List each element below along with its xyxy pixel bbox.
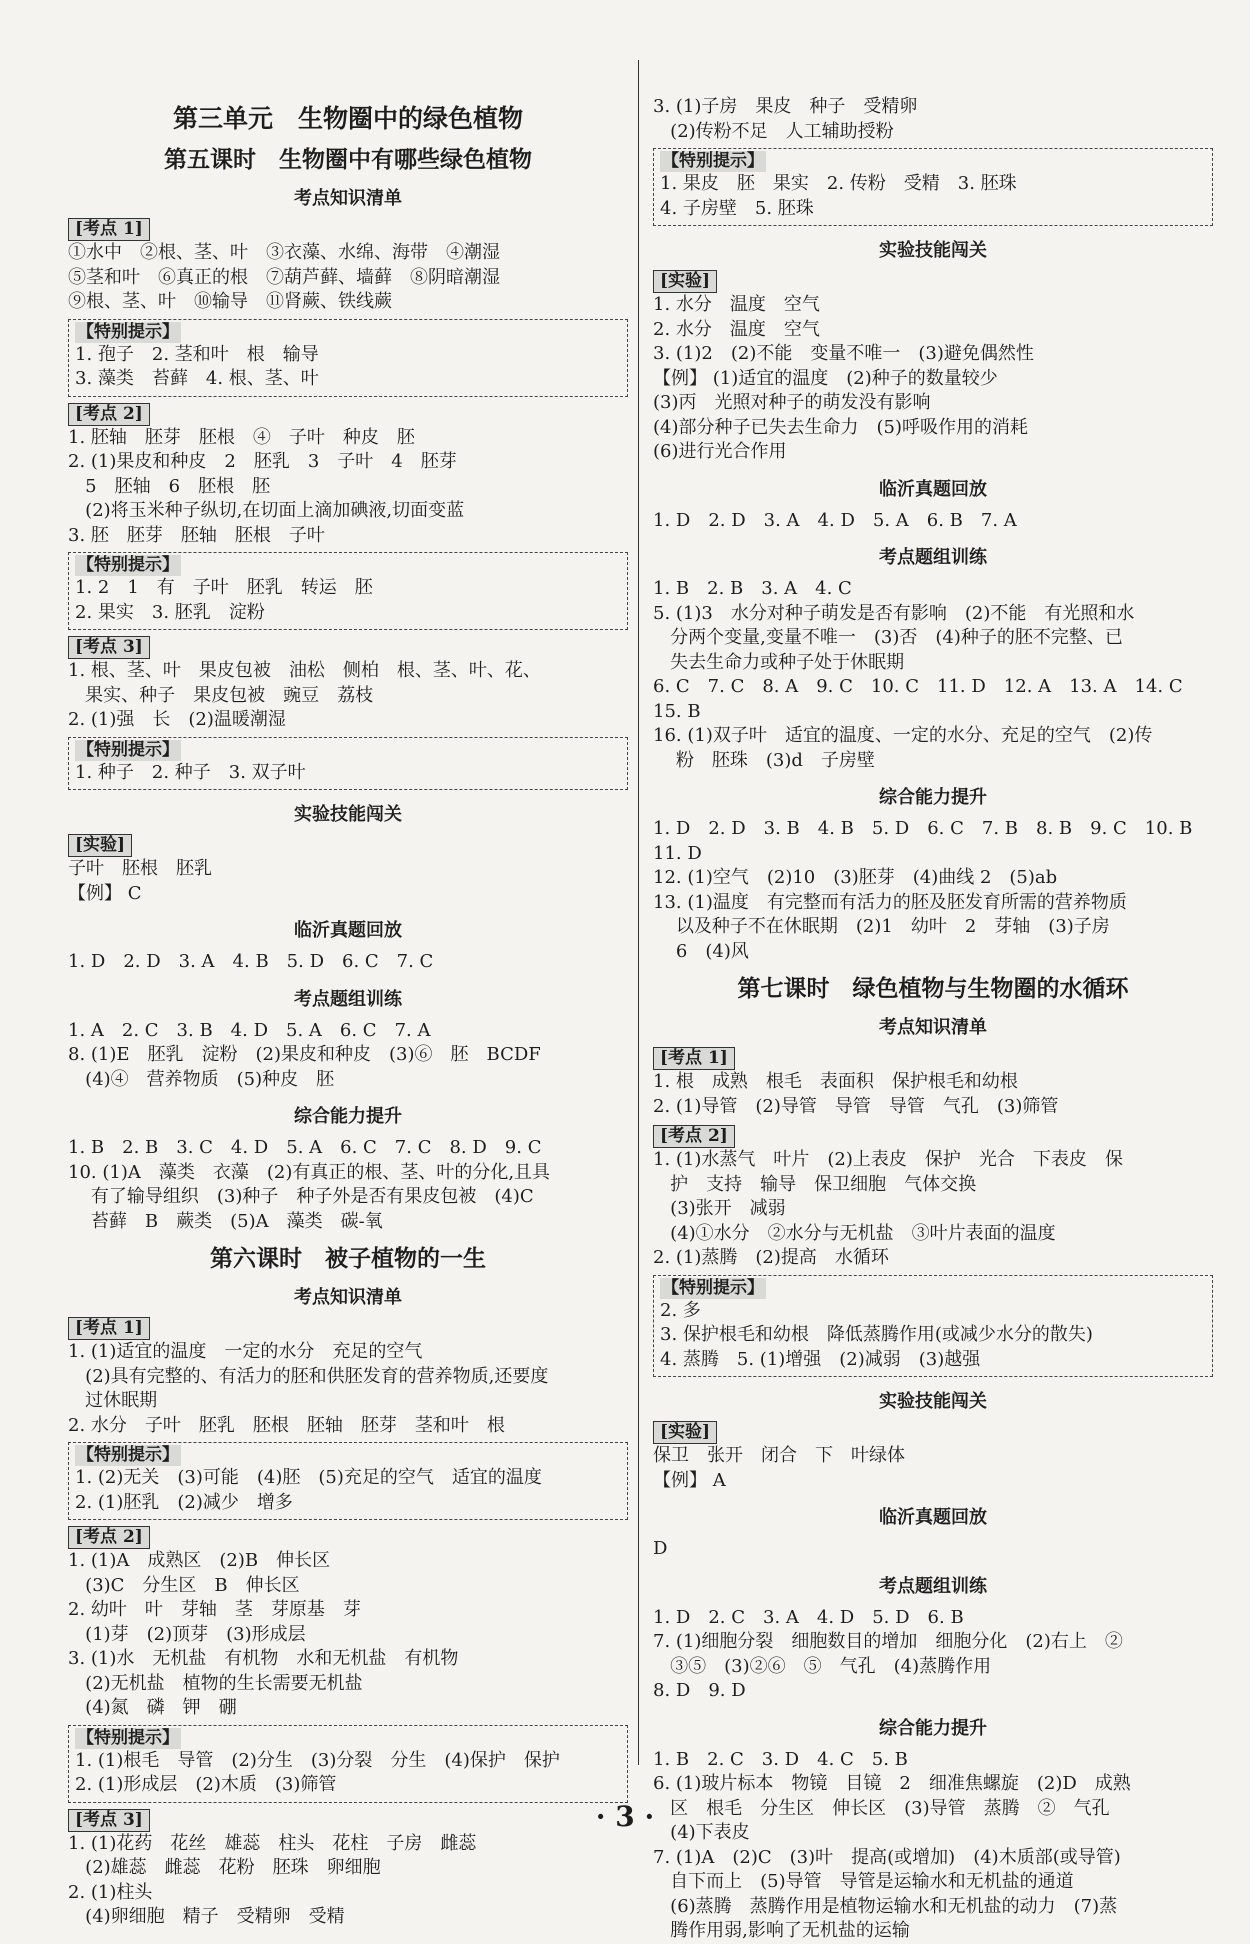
l5-train-lines (68, 1019, 628, 1093)
answer-line: 3. (1)2 (2)不能 变量不唯一 (3)避免偶然性 (653, 343, 1034, 364)
answer-line: 1. (1)根毛 导管 (2)分生 (3)分裂 分生 (4)保护 保护 (75, 1749, 560, 1771)
tip-tag: 【特别提示】 (77, 321, 179, 342)
l6-k3-lines (68, 1832, 628, 1930)
section-heading: 实验技能闯关 (879, 240, 987, 261)
answer-line: 有了输导组织 (3)种子 种子外是否有果皮包被 (4)C (68, 1186, 534, 1207)
section-heading: 综合能力提升 (879, 1717, 987, 1739)
answer-line: ⑤茎和叶 ⑥真正的根 ⑦葫芦藓、墙藓 ⑧阴暗潮湿 (68, 266, 500, 288)
l5-tip1-lines (75, 343, 621, 392)
lesson6-title: 第六课时 被子植物的一生 (210, 1245, 486, 1272)
answer-line: (4)①水分 ②水分与无机盐 ③叶片表面的温度 (653, 1222, 1056, 1244)
answer-line: (2)无机盐 植物的生长需要无机盐 (68, 1672, 363, 1694)
answer-line: 16. (1)双子叶 适宜的温度、一定的水分、充足的空气 (2)传 (653, 725, 1153, 746)
answer-line: 1. D 2. D 3. B 4. B 5. D 6. C 7. B 8. B 9. C 10. B (653, 818, 1193, 839)
answer-line: 8. D 9. D (653, 1680, 746, 1701)
right-column (653, 95, 1213, 1944)
answer-line: 1. A 2. C 3. B 4. D 5. A 6. C 7. A (68, 1019, 431, 1041)
answer-line: 分两个变量,变量不唯一 (3)否 (4)种子的胚不完整、已 (653, 627, 1123, 648)
l7-k2-lines (653, 1148, 1213, 1271)
answer-line: 【例】 C (68, 882, 142, 904)
answer-line: 2. 幼叶 叶 芽轴 茎 芽原基 芽 (68, 1599, 361, 1620)
answer-line: 粉 胚珠 (3)d 子房壁 (653, 749, 875, 771)
answer-line: 2. (1)果皮和种皮 2 胚乳 3 子叶 4 胚芽 (68, 451, 457, 472)
l5-tip3-lines (75, 761, 621, 786)
answer-line: 6. C 7. C 8. A 9. C 10. C 11. D 12. A 13. A 14. C (653, 676, 1183, 697)
section-heading: 考点题组训练 (879, 1575, 987, 1597)
answer-line: (3)C 分生区 B 伸长区 (68, 1574, 300, 1596)
tip-box (68, 1725, 628, 1803)
answer-line: 子叶 胚根 胚乳 (68, 858, 212, 879)
answer-line: 区 根毛 分生区 伸长区 (3)导管 蒸腾 ② 气孔 (653, 1797, 1110, 1819)
section-tag: [考点 1] (68, 218, 150, 241)
answer-line: (3)张开 减弱 (653, 1198, 786, 1219)
answer-line: (2)具有完整的、有活力的胚和供胚发育的营养物质,还要度 (68, 1365, 549, 1387)
tip-tag: 【特别提示】 (77, 739, 179, 760)
answer-line: 1. 孢子 2. 茎和叶 根 输导 (75, 343, 319, 365)
answer-line: 自下而上 (5)导管 导管是运输水和无机盐的通道 (653, 1871, 1074, 1892)
answer-line: D (653, 1538, 668, 1559)
section-heading: 临沂真题回放 (294, 920, 402, 941)
answer-line: ③⑤ (3)②⑥ ⑤ 气孔 (4)蒸腾作用 (653, 1655, 992, 1677)
l6-tip1-lines (75, 1466, 621, 1515)
section-tag: [考点 1] (653, 1047, 735, 1070)
answer-line: 13. (1)温度 有完整而有活力的胚及胚发育所需的营养物质 (653, 891, 1127, 913)
tip-box (653, 1275, 1213, 1378)
l5-exp-lines (68, 857, 628, 906)
answer-line: 1. (1)花药 花丝 雄蕊 柱头 花柱 子房 雌蕊 (68, 1832, 477, 1854)
answer-line: 2. 水分 子叶 胚乳 胚根 胚轴 胚芽 茎和叶 根 (68, 1414, 505, 1436)
l6-k2-lines (68, 1549, 628, 1721)
answer-line: 1. 根、茎、叶 果皮包被 油松 侧柏 根、茎、叶、花、 (68, 660, 541, 681)
l7-train-lines (653, 1606, 1213, 1704)
answer-line: 4. 蒸腾 5. (1)增强 (2)减弱 (3)越强 (660, 1348, 981, 1370)
section-tag: [考点 2] (68, 1526, 150, 1549)
tip-tag: 【特别提示】 (77, 1445, 179, 1465)
answer-line: 失去生命力或种子处于休眠期 (653, 651, 905, 673)
answer-line: 2. (1)强 长 (2)温暖潮湿 (68, 709, 286, 730)
answer-line: 1. D 2. C 3. A 4. D 5. D 6. B (653, 1606, 964, 1628)
section-heading: 考点知识清单 (294, 188, 402, 209)
answer-line: 2. 水分 温度 空气 (653, 318, 820, 340)
r-real-lines (653, 509, 1213, 534)
section-heading: 临沂真题回放 (879, 1507, 987, 1528)
answer-line: (2)将玉米种子纵切,在切面上滴加碘液,切面变蓝 (68, 500, 465, 521)
answer-line: 1. (1)适宜的温度 一定的水分 充足的空气 (68, 1341, 423, 1362)
tip-tag: 【特别提示】 (77, 555, 179, 575)
tip-tag: 【特别提示】 (662, 151, 764, 171)
answer-line: 1. 果皮 胚 果实 2. 传粉 受精 3. 胚珠 (660, 173, 1017, 194)
answer-line: ①水中 ②根、茎、叶 ③衣藻、水绵、海带 ④潮湿 (68, 242, 500, 263)
section-tag: [考点 2] (653, 1125, 735, 1148)
left-column (68, 95, 628, 1930)
answer-line: 【例】 (1)适宜的温度 (2)种子的数量较少 (653, 367, 998, 389)
answer-line: (4)卵细胞 精子 受精卵 受精 (68, 1906, 345, 1927)
l5-real-lines (68, 950, 628, 975)
answer-line: 1. 水分 温度 空气 (653, 294, 820, 315)
answer-line: 2. (1)柱头 (68, 1881, 153, 1903)
l5-comp-lines (68, 1136, 628, 1234)
section-tag: [实验] (653, 270, 717, 293)
section-heading: 考点题组训练 (294, 988, 402, 1010)
l5-k1-lines (68, 241, 628, 315)
section-tag: [实验] (68, 834, 132, 857)
section-heading: 临沂真题回放 (879, 478, 987, 500)
answer-line: 保卫 张开 闭合 下 叶绿体 (653, 1445, 905, 1466)
section-heading: 考点知识清单 (879, 1017, 987, 1038)
answer-line: 苔藓 B 蕨类 (5)A 藻类 碳-氧 (68, 1210, 383, 1232)
l6-tip2-lines (75, 1749, 621, 1798)
answer-line: 【例】 A (653, 1469, 726, 1491)
answer-line: 护 支持 输导 保卫细胞 气体交换 (653, 1173, 977, 1195)
answer-line: (4)下表皮 (653, 1822, 750, 1843)
answer-line: 2. (1)胚乳 (2)减少 增多 (75, 1491, 293, 1513)
answer-line: ⑨根、茎、叶 ⑩输导 ⑪肾蕨、铁线蕨 (68, 291, 392, 312)
section-tag: [考点 2] (68, 403, 150, 426)
answer-line: (4)部分种子已失去生命力 (5)呼吸作用的消耗 (653, 416, 1028, 438)
answer-line: 1. B 2. C 3. D 4. C 5. B (653, 1748, 908, 1770)
lesson5-title: 第五课时 生物圈中有哪些绿色植物 (164, 146, 532, 173)
answer-line: 12. (1)空气 (2)10 (3)胚芽 (4)曲线 2 (5)ab (653, 867, 1058, 888)
tip-box (68, 319, 628, 397)
answer-line: 6. (1)玻片标本 物镜 目镜 2 细准焦螺旋 (2)D 成熟 (653, 1773, 1131, 1794)
answer-line: 5. (1)3 水分对种子萌发是否有影响 (2)不能 有光照和水 (653, 602, 1135, 624)
answer-line: 1. (1)A 成熟区 (2)B 伸长区 (68, 1550, 331, 1571)
tip-tag: 【特别提示】 (77, 1727, 179, 1748)
unit-title: 第三单元 生物圈中的绿色植物 (172, 104, 523, 133)
answer-line: (4)氮 磷 钾 硼 (68, 1697, 237, 1718)
answer-line: (6)进行光合作用 (653, 441, 787, 462)
answer-line: 1. 根 成熟 根毛 表面积 保护根毛和幼根 (653, 1071, 1018, 1092)
answer-line: 2. (1)导管 (2)导管 导管 导管 气孔 (3)筛管 (653, 1095, 1059, 1117)
answer-line: (4)④ 营养物质 (5)种皮 胚 (68, 1068, 335, 1090)
lesson7-title: 第七课时 绿色植物与生物圈的水循环 (737, 975, 1129, 1002)
answer-line: 3. 胚 胚芽 胚轴 胚根 子叶 (68, 524, 325, 546)
l5-tip2-lines (75, 576, 621, 625)
answer-line: 4. 子房壁 5. 胚珠 (660, 197, 814, 219)
section-heading: 考点知识清单 (294, 1287, 402, 1308)
r-train-lines (653, 577, 1213, 773)
answer-line: 3. (1)水 无机盐 有机物 水和无机盐 有机物 (68, 1648, 459, 1669)
l6-k1-lines (68, 1340, 628, 1438)
answer-line: 1. B 2. B 3. A 4. C (653, 578, 852, 599)
answer-line: 3. 保护根毛和幼根 降低蒸腾作用(或减少水分的散失) (660, 1324, 1093, 1345)
answer-line: 3. (1)子房 果皮 种子 受精卵 (653, 96, 918, 117)
tip-box (68, 1442, 628, 1520)
answer-line: 1. (1)水蒸气 叶片 (2)上表皮 保护 光合 下表皮 保 (653, 1149, 1123, 1170)
answer-line: 1. D 2. D 3. A 4. D 5. A 6. B 7. A (653, 509, 1017, 531)
section-heading: 考点题组训练 (879, 547, 987, 568)
answer-line: (3)丙 光照对种子的萌发没有影响 (653, 392, 931, 413)
answer-line: 果实、种子 果皮包被 豌豆 荔枝 (68, 684, 374, 706)
section-tag: [考点 3] (68, 636, 150, 659)
answer-line: 以及种子不在休眠期 (2)1 幼叶 2 芽轴 (3)子房 (653, 916, 1110, 937)
answer-line: (2)传粉不足 人工辅助授粉 (653, 120, 894, 142)
section-heading: 综合能力提升 (294, 1106, 402, 1127)
l7-k1-lines (653, 1070, 1213, 1119)
r-top-lines (653, 95, 1213, 144)
answer-line: 3. 藻类 苔藓 4. 根、茎、叶 (75, 368, 319, 389)
answer-line: 1. D 2. D 3. A 4. B 5. D 6. C 7. C (68, 951, 434, 972)
section-tag: [考点 3] (68, 1809, 150, 1832)
section-heading: 综合能力提升 (879, 787, 987, 808)
answer-line: 1. 2 1 有 子叶 胚乳 转运 胚 (75, 577, 373, 598)
answer-line: 2. 多 (660, 1299, 701, 1321)
tip-box (68, 737, 628, 791)
answer-line: 2. (1)蒸腾 (2)提高 水循环 (653, 1247, 889, 1268)
answer-line: (6)蒸腾 蒸腾作用是植物运输水和无机盐的动力 (7)蒸 (653, 1895, 1118, 1917)
answer-line: 7. (1)细胞分裂 细胞数目的增加 细胞分化 (2)右上 ② (653, 1631, 1123, 1652)
r-comp-lines (653, 817, 1213, 964)
answer-line: 腾作用弱,影响了无机盐的运输 (653, 1920, 910, 1941)
l7-real-lines (653, 1537, 1213, 1562)
answer-line: 8. (1)E 胚乳 淀粉 (2)果皮和种皮 (3)⑥ 胚 BCDF (68, 1044, 541, 1065)
page-number: · 3 · (595, 1800, 655, 1833)
column-divider (638, 60, 639, 1765)
answer-line: 15. B (653, 700, 701, 722)
tip-box (653, 148, 1213, 226)
answer-line: 1. 胚轴 胚芽 胚根 ④ 子叶 种皮 胚 (68, 426, 415, 448)
answer-line: 1. (2)无关 (3)可能 (4)胚 (5)充足的空气 适宜的温度 (75, 1467, 542, 1488)
answer-line: 11. D (653, 842, 702, 864)
tip-tag: 【特别提示】 (662, 1277, 764, 1298)
l7-exp-lines (653, 1444, 1213, 1493)
r-exp-lines (653, 293, 1213, 465)
section-heading: 实验技能闯关 (879, 1391, 987, 1412)
l5-k2-lines (68, 426, 628, 549)
answer-line: 1. 种子 2. 种子 3. 双子叶 (75, 761, 306, 783)
r-tip-lines (660, 172, 1206, 221)
section-tag: [考点 1] (68, 1317, 150, 1340)
answer-line: 7. (1)A (2)C (3)叶 提高(或增加) (4)木质部(或导管) (653, 1846, 1121, 1868)
section-tag: [实验] (653, 1421, 717, 1444)
tip-box (68, 552, 628, 630)
section-heading: 实验技能闯关 (294, 804, 402, 825)
answer-line: 2. (1)形成层 (2)木质 (3)筛管 (75, 1774, 337, 1795)
answer-line: (2)雄蕊 雌蕊 花粉 胚珠 卵细胞 (68, 1857, 381, 1878)
l5-k3-lines (68, 659, 628, 733)
answer-line: (1)芽 (2)顶芽 (3)形成层 (68, 1623, 306, 1645)
answer-line: 1. B 2. B 3. C 4. D 5. A 6. C 7. C 8. D 9. C (68, 1137, 542, 1158)
l7-comp-lines (653, 1748, 1213, 1944)
answer-line: 6 (4)风 (653, 940, 749, 962)
l7-tip-lines (660, 1299, 1206, 1373)
answer-line: 2. 果实 3. 胚乳 淀粉 (75, 601, 265, 623)
answer-line: 10. (1)A 藻类 衣藻 (2)有真正的根、茎、叶的分化,且具 (68, 1161, 551, 1183)
answer-line: 5 胚轴 6 胚根 胚 (68, 475, 271, 497)
answer-line: 过休眠期 (68, 1390, 158, 1411)
